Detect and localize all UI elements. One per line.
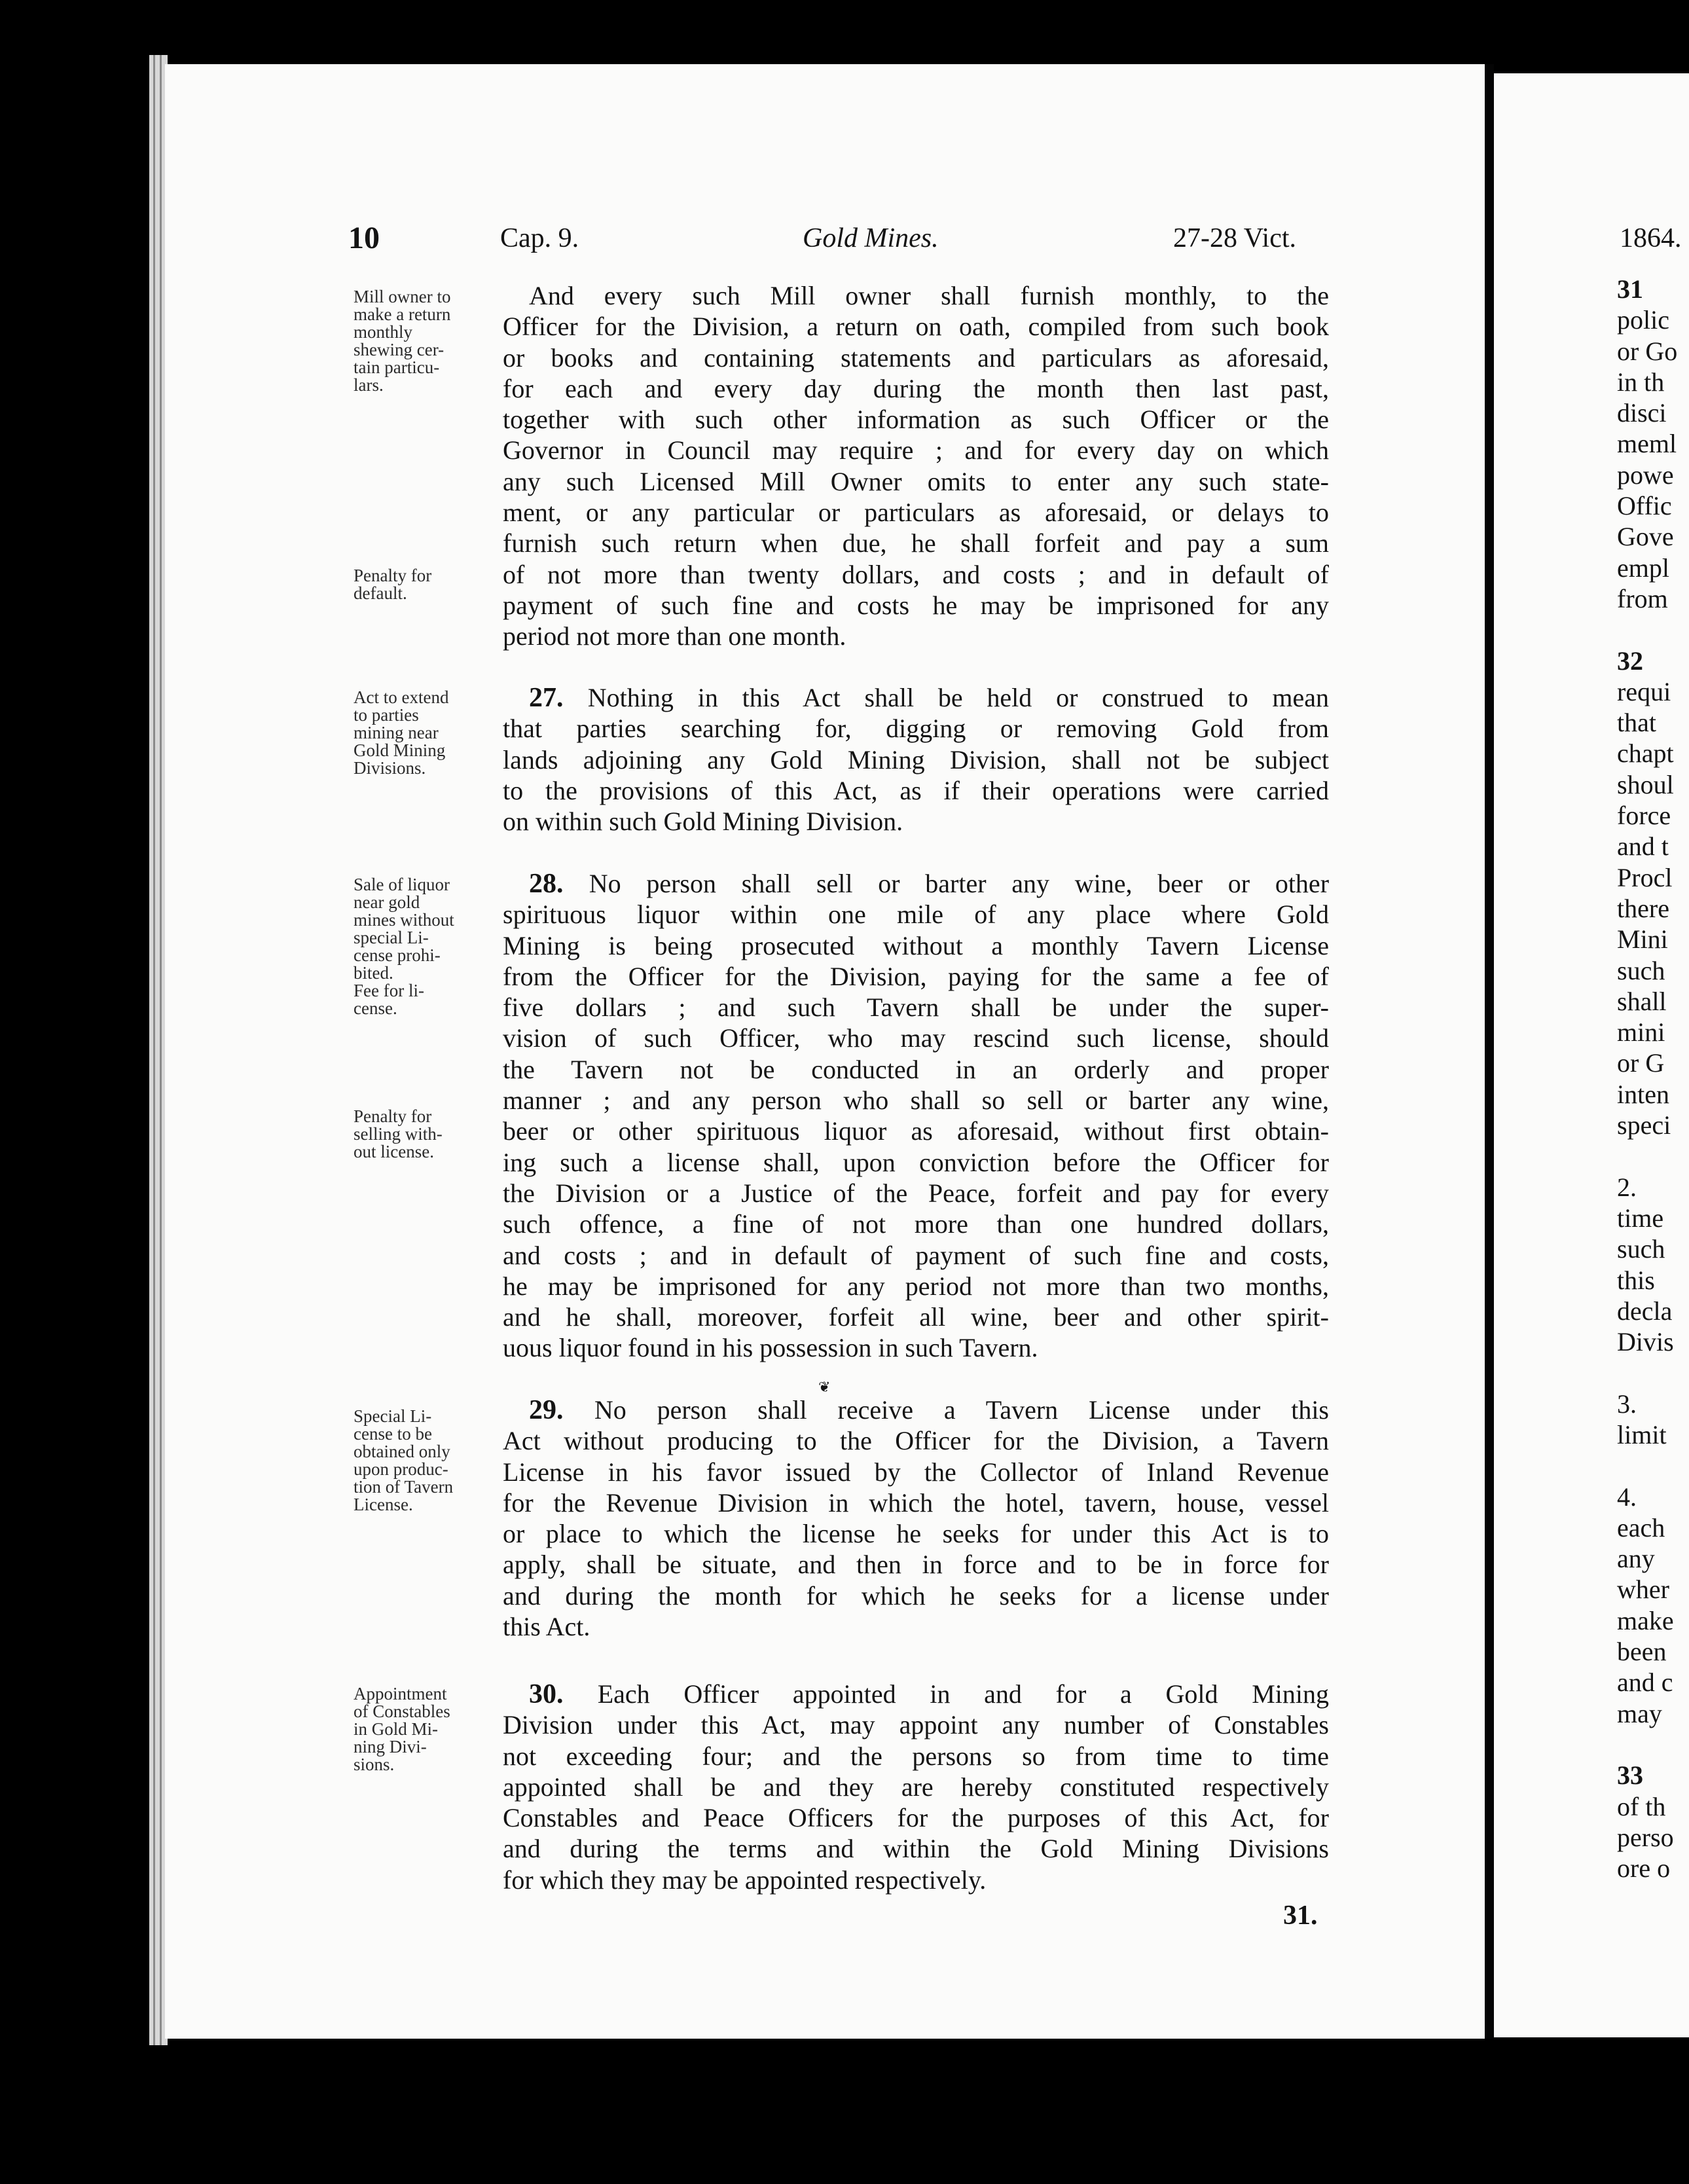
- text-line: [503, 435, 1329, 465]
- text-line: [503, 559, 1329, 590]
- running-title: Gold Mines.: [803, 223, 939, 253]
- section-30: [503, 1679, 1329, 1895]
- line-text: together with such other information as such Officer or the: [503, 405, 1329, 435]
- margin-note-line: Special Li-: [354, 1406, 432, 1426]
- facing-page-line: make: [1617, 1605, 1674, 1635]
- chapter-label: Cap. 9.: [500, 223, 579, 253]
- line-text: Officer for the Division, a return on oath, compiled from such book: [503, 312, 1329, 342]
- text-line: [503, 590, 1329, 621]
- line-text: No person shall receive a Tavern License under this: [594, 1395, 1329, 1425]
- margin-note-line: tion of Tavern: [354, 1477, 454, 1497]
- facing-page-line: shoul: [1617, 769, 1674, 799]
- margin-note-line: near gold: [354, 892, 420, 912]
- line-text: And every such Mill owner shall furnish monthly, to the: [529, 281, 1329, 310]
- line-text: for which they may be appointed respectively.: [503, 1865, 987, 1895]
- line-text: appointed shall be and they are hereby constituted respectively: [503, 1772, 1329, 1802]
- line-text: Governor in Council may require ; and for every day on which: [503, 435, 1329, 465]
- line-text: License in his favor issued by the Collector of Inland Revenue: [503, 1457, 1329, 1487]
- margin-note-line: mines without: [354, 910, 454, 930]
- text-line: [503, 1301, 1329, 1332]
- line-text: the Tavern not be conducted in an orderly and proper: [503, 1054, 1329, 1084]
- line-text: uous liquor found in his possession in such Tavern.: [503, 1333, 1038, 1363]
- line-text: any such Licensed Mill Owner omits to enter any such state-: [503, 466, 1329, 496]
- text-line: [503, 1772, 1329, 1802]
- line-text: manner ; and any person who shall so sell or barter any wine,: [503, 1085, 1329, 1116]
- margin-note-line: cense to be: [354, 1424, 432, 1444]
- line-text: lands adjoining any Gold Mining Division, shall not be subject: [503, 744, 1329, 774]
- margin-note-line: bited.: [354, 963, 393, 983]
- margin-note-line: to parties: [354, 705, 419, 725]
- margin-note-line: default.: [354, 583, 407, 603]
- facing-page-line: been: [1617, 1637, 1667, 1667]
- text-line: [503, 1147, 1329, 1178]
- text-line: [503, 1394, 1329, 1425]
- line-text: on within such Gold Mining Division.: [503, 807, 903, 837]
- text-line: [503, 744, 1329, 775]
- line-text: and during the terms and within the Gold Mining Divisions: [503, 1834, 1329, 1864]
- catchword: 31.: [1283, 1901, 1318, 1931]
- margin-note: [354, 1685, 499, 1774]
- line-text: and during the month for which he seeks for a license under: [503, 1580, 1329, 1611]
- book-gutter: [1485, 64, 1494, 2039]
- line-text: not exceeding four; and the persons so from time to time: [503, 1741, 1329, 1771]
- margin-note-line: selling with-: [354, 1124, 443, 1144]
- text-line: [503, 280, 1329, 311]
- section-29: [503, 1394, 1329, 1642]
- text-line: [503, 1518, 1329, 1549]
- facing-page-line: [1617, 1140, 1689, 1171]
- margin-note-line: Mill owner to: [354, 287, 451, 306]
- facing-page-line: 31: [1617, 274, 1643, 304]
- text-line: [503, 311, 1329, 342]
- text-line: [503, 497, 1329, 528]
- text-line: [503, 1178, 1329, 1209]
- line-text: this Act.: [503, 1612, 590, 1642]
- text-line: [503, 1487, 1329, 1518]
- line-text: or place to which the license he seeks for under this Act is to: [503, 1519, 1329, 1549]
- line-text: Each Officer appointed in and for a Gold Mining: [597, 1679, 1330, 1709]
- section-number: 29.: [529, 1395, 594, 1425]
- line-text: from the Officer for the Division, paying for the same a fee of: [503, 961, 1329, 991]
- stack-line: [153, 55, 155, 2045]
- text-line: [503, 1833, 1329, 1864]
- margin-note-line: Act to extend: [354, 687, 449, 707]
- text-line: [503, 868, 1329, 899]
- facing-page-line: time: [1617, 1203, 1664, 1233]
- facing-page-line: shall: [1617, 986, 1667, 1016]
- facing-page-line: that: [1617, 708, 1656, 738]
- facing-page-line: [1617, 1729, 1689, 1760]
- margin-note-line: of Constables: [354, 1702, 450, 1721]
- section-number: 27.: [529, 683, 588, 713]
- margin-note-line: make a return: [354, 304, 451, 324]
- margin-note: [354, 567, 499, 602]
- line-text: he may be imprisoned for any period not more than two months,: [503, 1271, 1329, 1301]
- margin-note-line: obtained only: [354, 1442, 450, 1461]
- facing-page-line: and t: [1617, 831, 1669, 862]
- text-line: [503, 342, 1329, 373]
- text-line: [503, 1271, 1329, 1301]
- margin-note: [354, 689, 499, 777]
- line-text: for the Revenue Division in which the hotel, tavern, house, vessel: [503, 1487, 1329, 1518]
- line-text: apply, shall be situate, and then in force and to be in force for: [503, 1550, 1329, 1580]
- text-line: [503, 373, 1329, 404]
- line-text: Nothing in this Act shall be held or construed to mean: [587, 683, 1330, 712]
- section-27: [503, 682, 1329, 837]
- text-line: [503, 404, 1329, 435]
- facing-page-line: decla: [1617, 1296, 1673, 1326]
- text-line: [503, 528, 1329, 558]
- margin-note-line: cense prohi-: [354, 945, 441, 965]
- margin-note-line: in Gold Mi-: [354, 1719, 439, 1739]
- facing-page-line: 4.: [1617, 1482, 1637, 1512]
- text-line: [503, 1425, 1329, 1456]
- page-number: 10: [348, 221, 380, 255]
- text-line: [503, 466, 1329, 497]
- text-line: [503, 713, 1329, 744]
- section-cont: [503, 280, 1329, 652]
- facing-page-line: disci: [1617, 398, 1667, 428]
- line-text: vision of such Officer, who may rescind such license, should: [503, 1023, 1329, 1053]
- text-line: [503, 1709, 1329, 1740]
- text-line: [503, 1741, 1329, 1772]
- text-line: [503, 1457, 1329, 1487]
- facing-page-line: 33: [1617, 1760, 1643, 1791]
- line-text: for each and every day during the month then last past,: [503, 373, 1329, 403]
- facing-page-line: [1617, 1450, 1689, 1481]
- text-line: [503, 899, 1329, 930]
- line-text: Mining is being prosecuted without a monthly Tavern License: [503, 930, 1329, 960]
- line-text: payment of such fine and costs he may be imprisoned for any: [503, 590, 1329, 620]
- line-text: spirituous liquor within one mile of any place where Gold: [503, 900, 1329, 930]
- section-28: [503, 868, 1329, 1364]
- line-text: furnish such return when due, he shall forfeit and pay a sum: [503, 528, 1329, 558]
- facing-page-line: there: [1617, 893, 1669, 923]
- facing-page-line: may: [1617, 1698, 1662, 1728]
- margin-note-line: monthly: [354, 322, 413, 342]
- line-text: of not more than twenty dollars, and costs ; and in default of: [503, 559, 1329, 589]
- facing-page-line: and c: [1617, 1667, 1673, 1698]
- facing-page-line: [1617, 614, 1689, 645]
- margin-note-line: lars.: [354, 375, 384, 395]
- facing-page-line: this: [1617, 1265, 1655, 1295]
- text-line: [503, 682, 1329, 713]
- facing-page-line: Offic: [1617, 491, 1672, 521]
- line-text: to the provisions of this Act, as if their operations were carried: [503, 775, 1329, 805]
- text-line: [503, 1240, 1329, 1271]
- line-text: Division under this Act, may appoint any number of Constables: [503, 1710, 1329, 1740]
- margin-note: [354, 1408, 499, 1514]
- facing-page-line: limit: [1617, 1419, 1667, 1449]
- margin-note-line: tain particu-: [354, 357, 440, 377]
- margin-note: [354, 288, 499, 394]
- text-line: [503, 1332, 1329, 1363]
- line-text: period not more than one month.: [503, 621, 846, 651]
- facing-page-line: or G: [1617, 1048, 1665, 1078]
- facing-page-line: from: [1617, 583, 1668, 613]
- margin-note-line: sions.: [354, 1755, 395, 1774]
- line-text: ing such a license shall, upon conviction before the Officer for: [503, 1147, 1329, 1177]
- section-number: 30.: [529, 1679, 598, 1709]
- facing-page-line: of th: [1617, 1791, 1666, 1821]
- text-line: [503, 1549, 1329, 1580]
- facing-page-line: ore o: [1617, 1853, 1671, 1884]
- facing-page-line: speci: [1617, 1110, 1671, 1140]
- facing-page-line: powe: [1617, 460, 1674, 490]
- facing-page-line: any: [1617, 1544, 1655, 1574]
- facing-page-line: Procl: [1617, 862, 1673, 892]
- line-text: Act without producing to the Officer for the Division, a Tavern: [503, 1426, 1329, 1456]
- text-line: [503, 1085, 1329, 1116]
- section-number: 28.: [529, 869, 589, 899]
- facing-page-line: Divis: [1617, 1327, 1674, 1357]
- facing-page-line: 2.: [1617, 1172, 1637, 1202]
- text-line: [503, 621, 1329, 651]
- text-line: [503, 1116, 1329, 1146]
- text-line: [503, 930, 1329, 961]
- text-line: [503, 1023, 1329, 1053]
- margin-note-line: Appointment: [354, 1684, 447, 1703]
- reign-label: 27-28 Vict.: [1173, 223, 1297, 253]
- line-text: such offence, a fine of not more than one hundred dollars,: [503, 1209, 1329, 1239]
- line-text: or books and containing statements and particulars as aforesaid,: [503, 342, 1329, 373]
- margin-note: [354, 876, 499, 1017]
- facing-page-line: [1617, 1357, 1689, 1388]
- facing-page-line: Gove: [1617, 522, 1674, 552]
- facing-page-line: requi: [1617, 676, 1671, 706]
- facing-page-header: 1864.: [1620, 223, 1682, 253]
- facing-page-line: polic: [1617, 305, 1669, 335]
- margin-note-line: Gold Mining: [354, 740, 446, 760]
- facing-page-line: meml: [1617, 429, 1677, 459]
- facing-page-line: in th: [1617, 367, 1665, 397]
- margin-note-line: out license.: [354, 1142, 434, 1161]
- margin-note-line: Divisions.: [354, 758, 426, 778]
- facing-page-line: chapt: [1617, 738, 1674, 769]
- facing-page-line: Mini: [1617, 924, 1668, 955]
- facing-page-text: [1617, 274, 1689, 1884]
- margin-note-line: Penalty for: [354, 566, 432, 585]
- line-text: beer or other spirituous liquor as aforesaid, without first obtain-: [503, 1116, 1329, 1146]
- line-text: and he shall, moreover, forfeit all wine, beer and other spirit-: [503, 1302, 1329, 1332]
- margin-note-line: mining near: [354, 723, 439, 742]
- facing-page-line: 3.: [1617, 1389, 1637, 1419]
- text-line: [503, 806, 1329, 837]
- text-line: [503, 992, 1329, 1023]
- margin-note-line: shewing cer-: [354, 340, 445, 359]
- margin-note-line: special Li-: [354, 928, 429, 947]
- text-line: [503, 1679, 1329, 1709]
- margin-note-line: upon produc-: [354, 1459, 448, 1479]
- stack-line: [160, 55, 162, 2045]
- facing-page-line: empl: [1617, 553, 1669, 583]
- text-line: [503, 961, 1329, 992]
- text-line: [503, 1054, 1329, 1085]
- margin-note-line: License.: [354, 1495, 413, 1514]
- margin-note-line: Penalty for: [354, 1106, 432, 1126]
- facing-page-line: force: [1617, 801, 1671, 831]
- line-text: ment, or any particular or particulars as aforesaid, or delays to: [503, 498, 1329, 528]
- text-line: [503, 1802, 1329, 1833]
- facing-page-line: such: [1617, 955, 1665, 985]
- text-line: [503, 775, 1329, 806]
- text-line: [503, 1611, 1329, 1642]
- line-text: the Division or a Justice of the Peace, forfeit and pay for every: [503, 1178, 1329, 1208]
- facing-page-line: or Go: [1617, 336, 1678, 366]
- facing-page-line: 32: [1617, 646, 1643, 676]
- facing-page-line: wher: [1617, 1574, 1669, 1605]
- margin-note-line: Sale of liquor: [354, 875, 450, 894]
- line-text: five dollars ; and such Tavern shall be under the super-: [503, 992, 1329, 1023]
- margin-note: [354, 1108, 499, 1161]
- line-text: Constables and Peace Officers for the purposes of this Act, for: [503, 1803, 1329, 1833]
- line-text: No person shall sell or barter any wine, beer or other: [589, 869, 1330, 898]
- text-line: [503, 1865, 1329, 1895]
- margin-note-line: ning Divi-: [354, 1737, 427, 1756]
- facing-page-line: perso: [1617, 1822, 1674, 1852]
- text-line: [503, 1209, 1329, 1239]
- line-text: that parties searching for, digging or removing Gold from: [503, 714, 1329, 744]
- margin-note-line: Fee for li-: [354, 981, 424, 1000]
- facing-page-line: inten: [1617, 1079, 1669, 1109]
- text-line: [503, 1580, 1329, 1611]
- facing-page-line: each: [1617, 1512, 1665, 1542]
- margin-note-line: cense.: [354, 998, 397, 1018]
- print-mark: ❦: [818, 1379, 831, 1395]
- facing-page-line: mini: [1617, 1017, 1665, 1047]
- line-text: and costs ; and in default of payment of such fine and costs,: [503, 1240, 1329, 1270]
- facing-page-line: such: [1617, 1234, 1665, 1264]
